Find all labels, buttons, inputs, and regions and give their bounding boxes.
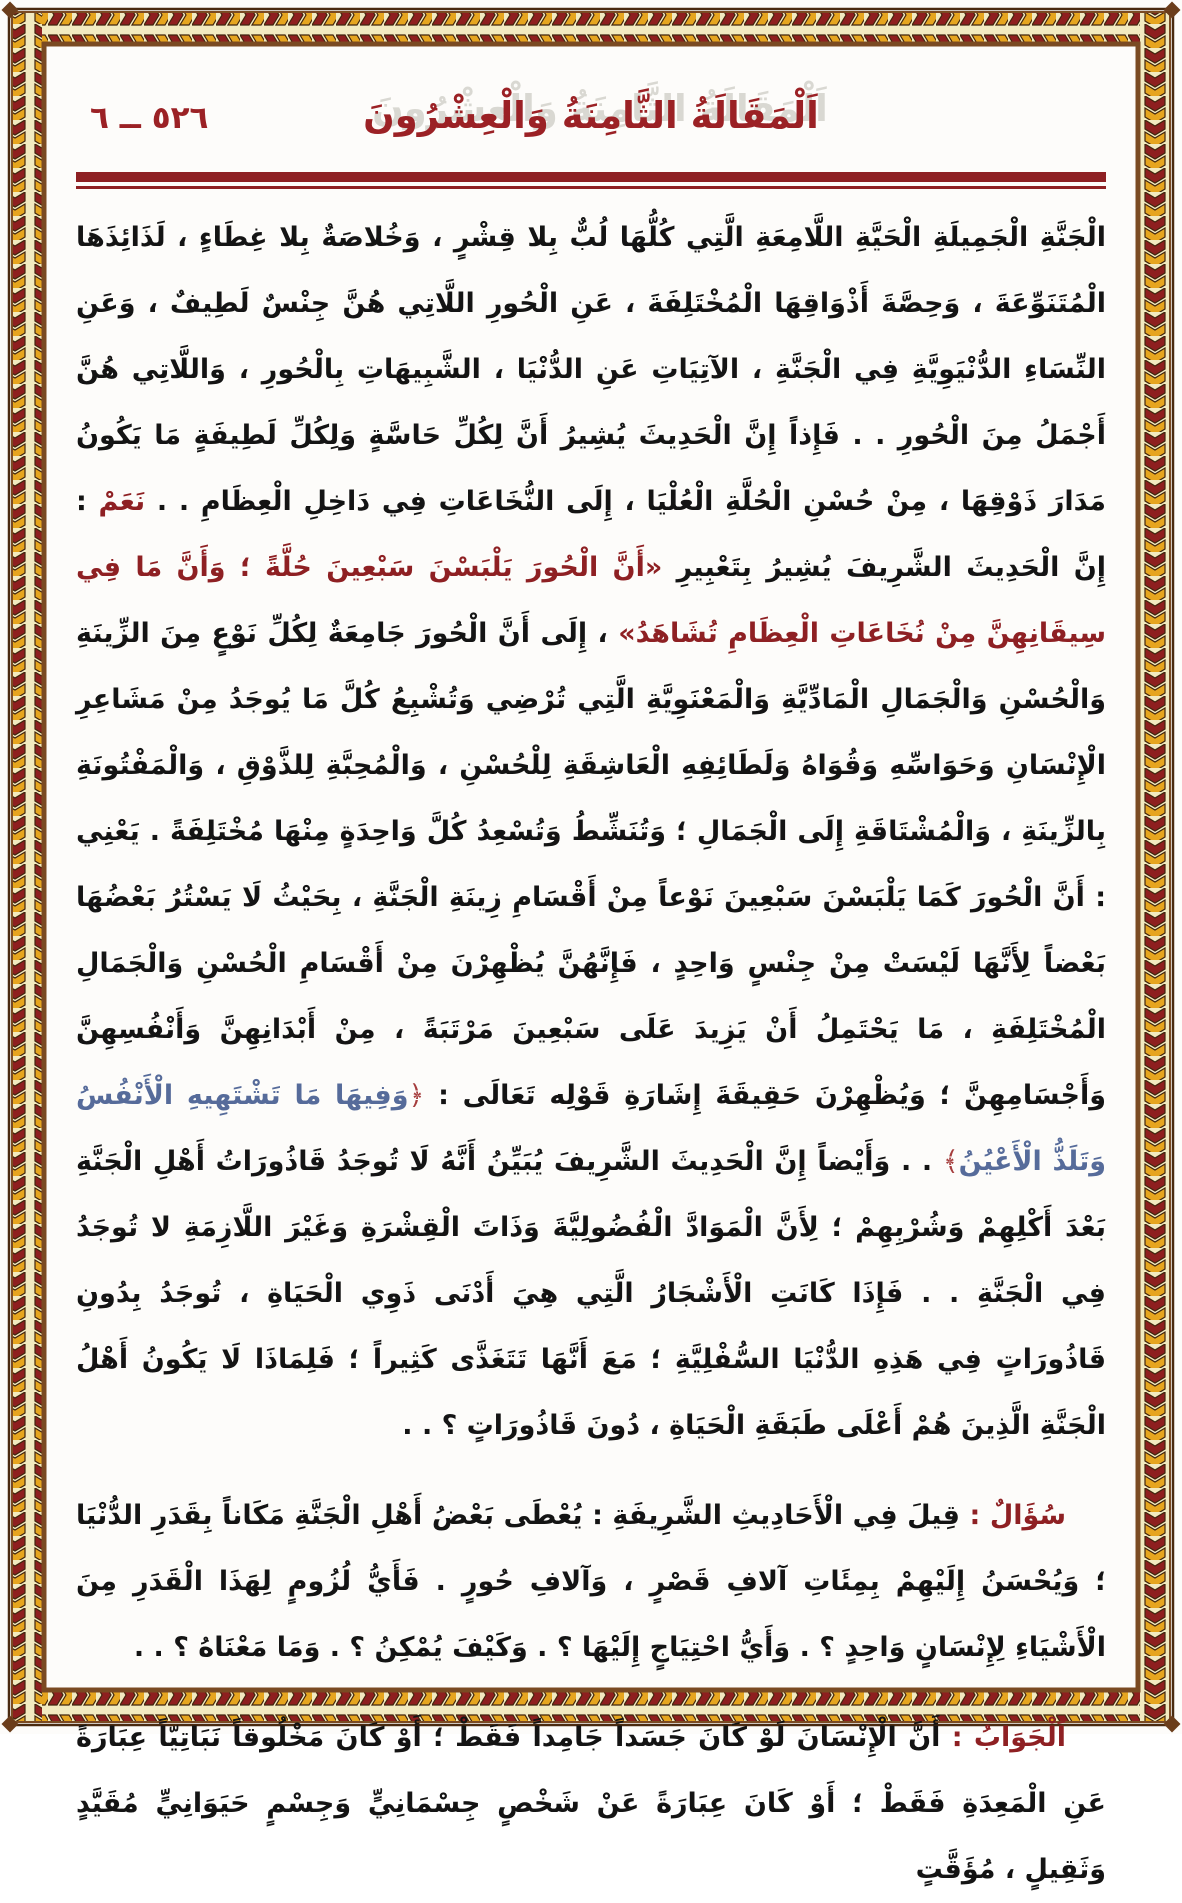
quran-bracket-open: ﴿ bbox=[408, 1080, 425, 1111]
quran-bracket-close: ﴾ bbox=[942, 1146, 959, 1177]
hadith-quote: «أَنَّ الْحُورَ يَلْبَسْنَ سَبْعِينَ حُلَّةً ؛ وَأَنَّ مَا فِي سِيقَانِهِنَّ مِنْ نُخَاعَاتِ الْعِظَامِ تُشَاهَدُ» bbox=[76, 552, 1106, 649]
page-title: اَلْمَقَالَةُ الثَّامِنَةُ وَالْعِشْرُونَ bbox=[363, 94, 819, 137]
text-segment: أَنَّ الْإِنْسَانَ لَوْ كَانَ جَسَداً جَامِداً فَقَطْ ؛ أَوْ كَانَ مَخْلُوقاً نَبَاتِيّاً عِبَارَةً عَنِ الْمَعِدَةِ فَقَطْ ؛ أَوْ كَانَ عِبَارَةً عَنْ شَخْصٍ جِسْمَانِيٍّ وَجِسْمٍ حَيَوَانِيٍّ مُقَيَّدٍ وَثَقِيلٍ ، مُؤَقَّتٍ bbox=[76, 1722, 1106, 1885]
header-rule-thin bbox=[76, 186, 1106, 189]
page-content bbox=[54, 50, 1128, 1885]
text-segment: ، إِلَى أَنَّ الْحُورَ جَامِعَةٌ لِكُلِّ نَوْعٍ مِنَ الزِّينَةِ وَالْحُسْنِ وَالْجَمَالِ الْمَادِّيَّةِ وَالْمَعْنَوِيَّةِ الَّتِي تُرْضِي وَتُشْبِعُ كُلَّ مَا يُوجَدُ مِنْ مَشَاعِرِ الْإِنْسَانِ وَحَوَاسِّهِ وَقُوَاهُ وَلَطَائِفِهِ الْعَاشِقَةِ لِلْحُسْنِ ، وَالْمُحِبَّةِ لِلذَّوْقِ ، وَالْمَفْتُونَةِ بِالزِّينَةِ ، وَالْمُشْتَاقَةِ إِلَى الْجَمَالِ ؛ وَتُنَشِّطُ وَتُسْعِدُ كُلَّ وَاحِدَةٍ مِنْهَا مُخْتَلِفَةً . يَعْنِي : أَنَّ الْحُورَ كَمَا يَلْبَسْنَ سَبْعِينَ نَوْعاً مِنْ أَقْسَامِ زِينَةِ الْجَنَّةِ ، بِحَيْثُ لَا يَسْتُرُ بَعْضُهَا بَعْضاً لِأَنَّهَا لَيْسَتْ مِنْ جِنْسٍ وَاحِدٍ ، فَإِنَّهُنَّ يُظْهِرْنَ مِنْ أَقْسَامِ الْحُسْنِ وَالْجَمَالِ الْمُخْتَلِفَةِ ، مَا يَحْتَمِلُ أَنْ يَزِيدَ عَلَى سَبْعِينَ مَرْتَبَةً ، مِنْ أَبْدَانِهِنَّ وَأَنْفُسِهِنَّ وَأَجْسَامِهِنَّ ؛ وَيُظْهِرْنَ حَقِيقَةَ إِشَارَةِ قَوْلِه تَعَالَى : bbox=[76, 618, 1106, 1111]
page-number: ٥٢٦ ــ ٦ bbox=[90, 100, 209, 136]
body-text bbox=[76, 205, 1106, 1903]
answer-label: اَلْجَوَابُ : bbox=[940, 1722, 1067, 1753]
text-segment: . . وَأَيْضاً إِنَّ الْحَدِيثَ الشَّرِيفَ يُبَيِّنُ أَنَّهُ لَا تُوجَدُ قَاذُورَاتُ أَهْلِ الْجَنَّةِ بَعْدَ أَكْلِهِمْ وَشُرْبِهِمْ ؛ لِأَنَّ الْمَوَادَّ الْفُضُولِيَّةَ وَذَاتَ الْقِشْرَةِ وَغَيْرَ اللَّازِمَةِ لا تُوجَدُ فِي الْجَنَّةِ . . فَإِذَا كَانَتِ الْأَشْجَارُ الَّتِي هِيَ أَدْنَى ذَوِي الْحَيَاةِ ، تُوجَدُ بِدُونِ قَاذُورَاتٍ فِي هَذِهِ الدُّنْيَا السُّفْلِيَّةِ ؛ مَعَ أَنَّهَا تَتَغَذَّى كَثِيراً ؛ فَلِمَاذَا لَا يَكُونُ أَهْلُ الْجَنَّةِ الَّذِينَ هُمْ أَعْلَى طَبَقَةِ الْحَيَاةِ ، دُونَ قَاذُورَاتٍ ؟ . . bbox=[76, 1146, 1106, 1441]
paragraph-answer bbox=[76, 1705, 1106, 1903]
highlight-naam: نَعَمْ bbox=[98, 486, 146, 517]
page-header bbox=[76, 68, 1106, 164]
text-segment: الْجَنَّةِ الْجَمِيلَةِ الْحَيَّةِ اللَّامِعَةِ الَّتِي كُلُّهَا لُبٌّ بِلا قِشْرٍ ، وَخُلاصَةٌ بِلا غِطَاءٍ ، لَذَائِذَهَا الْمُتَنَوِّعَةَ ، وَحِصَّةَ أَذْوَاقِهَا الْمُخْتَلِفَةَ ، عَنِ الْحُورِ اللَّاتِي هُنَّ جِنْسٌ لَطِيفٌ ، وَعَنِ النِّسَاءِ الدُّنْيَوِيَّةِ فِي الْجَنَّةِ ، الآتِيَاتِ عَنِ الدُّنْيَا ، الشَّبِيهَاتِ بِالْحُورِ ، وَاللَّاتِي هُنَّ أَجْمَلُ مِنَ الْحُورِ . . فَإِذاً إِنَّ الْحَدِيثَ يُشِيرُ أَنَّ لِكُلِّ حَاسَّةٍ وَلِكُلِّ لَطِيفَةٍ مَا يَكُونُ مَدَارَ ذَوْقِهَا ، مِنْ حُسْنِ الْحُلَّةِ الْعُلْيَا ، إِلَى النُّخَاعَاتِ فِي دَاخِلِ الْعِظَامِ . . bbox=[76, 222, 1106, 517]
paragraph-main bbox=[76, 205, 1106, 1459]
text-segment: : إِنَّ الْحَدِيثَ الشَّرِيفَ يُشِيرُ بِتَعْبِيرِ bbox=[76, 486, 1107, 583]
header-rule-thick bbox=[76, 172, 1106, 182]
paragraph-question bbox=[76, 1483, 1106, 1681]
quran-verse: وَفِيهَا مَا تَشْتَهِيهِ الْأَنْفُسُ وَتَلَذُّ الْأَعْيُنُ bbox=[76, 1080, 1106, 1177]
text-segment: قِيلَ فِي الْأَحَادِيثِ الشَّرِيفَةِ : يُعْطَى بَعْضُ أَهْلِ الْجَنَّةِ مَكَاناً بِقَدَرِ الدُّنْيَا ؛ وَيُحْسَنُ إِلَيْهِمْ بِمِئَاتِ آلافِ قَصْرٍ ، وَآلافِ حُورٍ . فَأَيُّ لُزُومٍ لِهَذَا الْقَدَرِ مِنَ الْأَشْيَاءِ لِإِنْسَانٍ وَاحِدٍ ؟ . وَأَيُّ احْتِيَاجٍ إِلَيْهَا ؟ . وَكَيْفَ يُمْكِنُ ؟ . وَمَا مَعْنَاهُ ؟ . . bbox=[76, 1500, 1106, 1663]
question-label: سُؤَالٌ : bbox=[959, 1500, 1066, 1531]
